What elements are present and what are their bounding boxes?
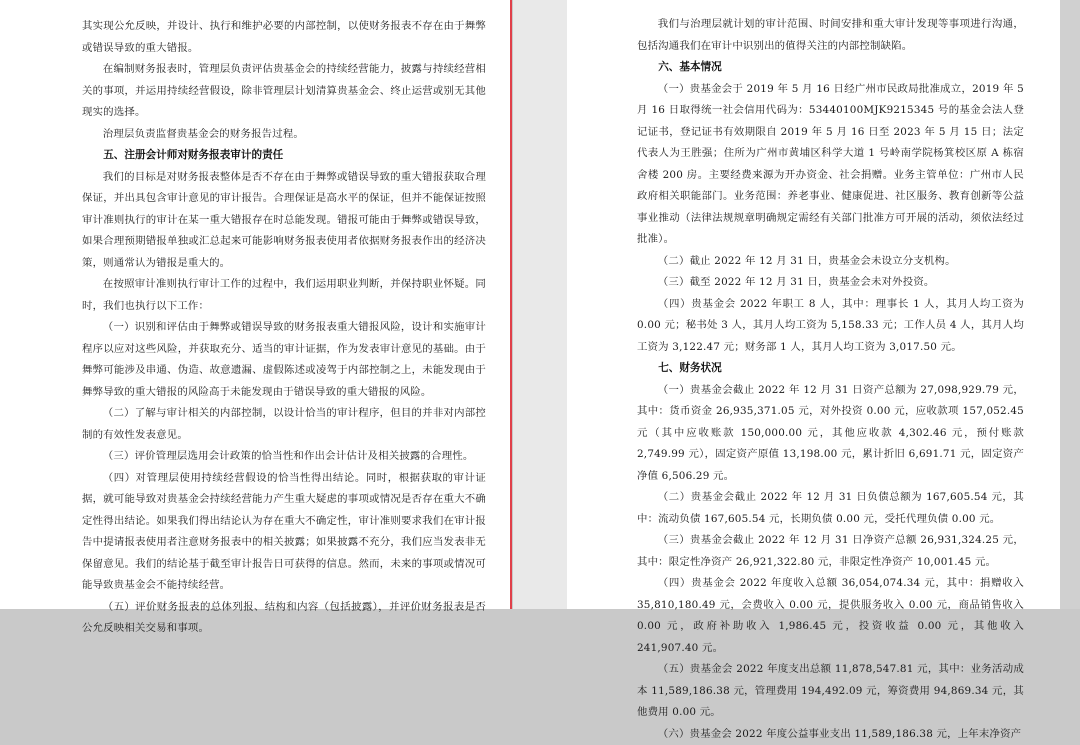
paragraph: （一）贵基金会于 2019 年 5 月 16 日经广州市民政局批准成立，2019 年 5 月 16 日取得统一社会信用代码为：53440100MJK9215345 号的基金会法人登记证书，登记证书有效期限自 2019 年 5 月 16 日至 2023 年 5 月 15 日；法定代表人为王胜强；住所为广州市黄埔区科学大道 1 号岭南学院杨箕校区原 A 栋宿舍楼 200 房。主要经费来源为开办资金、社会捐赠。业务主管单位：广州市人民政府相关职能部门。业务范围：养老事业、健康促进、社区服务、教育创新等公益事业推动（法律法规规章明确规定需经有关部门批准方可开展的活动，须依法经过批准）。 bbox=[637, 79, 1024, 251]
paragraph: 我们与治理层就计划的审计范围、时间安排和重大审计发现等事项进行沟通，包括沟通我们在审计中识别出的值得关注的内部控制缺陷。 bbox=[637, 14, 1024, 57]
paragraph: （三）评价管理层选用会计政策的恰当性和作出会计估计及相关披露的合理性。 bbox=[82, 446, 486, 468]
paragraph: （一）识别和评估由于舞弊或错误导致的财务报表重大错报风险，设计和实施审计程序以应对这些风险，并获取充分、适当的审计证据，作为发表审计意见的基础。由于舞弊可能涉及串通、伪造、故意遗漏、虚假陈述或凌驾于内部控制之上，未能发现由于舞弊导致的重大错报的风险高于未能发现由于错误导致的重大错报的风险。 bbox=[82, 317, 486, 403]
paragraph: （六）贵基金会 2022 年度公益事业支出 11,589,186.38 元，上年末净资产 bbox=[637, 724, 1024, 745]
paragraph: （三）截至 2022 年 12 月 31 日，贵基金会未对外投资。 bbox=[637, 272, 1024, 294]
paragraph: 其实现公允反映，并设计、执行和维护必要的内部控制，以使财务报表不存在由于舞弊或错误导致的重大错报。 bbox=[82, 16, 486, 59]
paragraph: （四）贵基金会 2022 年职工 8 人，其中：理事长 1 人，其月人均工资为 0.00 元；秘书处 3 人，其月人均工资为 5,158.33 元；工作人员 4 人，其月人均工资为 3,122.47 元；财务部 1 人，其月人均工资为 3,017.50 元。 bbox=[637, 294, 1024, 359]
paragraph: 在按照审计准则执行审计工作的过程中，我们运用职业判断，并保持职业怀疑。同时，我们也执行以下工作： bbox=[82, 274, 486, 317]
paragraph: （二）贵基金会截止 2022 年 12 月 31 日负债总额为 167,605.54 元，其中：流动负债 167,605.54 元，长期负债 0.00 元，受托代理负债 0.00 元。 bbox=[637, 487, 1024, 530]
paragraph: （二）了解与审计相关的内部控制，以设计恰当的审计程序，但目的并非对内部控制的有效性发表意见。 bbox=[82, 403, 486, 446]
paragraph: （四）贵基金会 2022 年度收入总额 36,054,074.34 元，其中：捐赠收入 35,810,180.49 元，会费收入 0.00 元，提供服务收入 0.00 元，商品销售收入 0.00 元，政府补助收入 1,986.45 元，投资收益 0.00 元，其他收入 241,907.40 元。 bbox=[637, 573, 1024, 659]
document-page-right bbox=[567, 0, 1080, 609]
paragraph: （三）贵基金会截止 2022 年 12 月 31 日净资产总额 26,931,324.25 元，其中：限定性净资产 26,921,322.80 元，非限定性净资产 10,001.45 元。 bbox=[637, 530, 1024, 573]
paragraph: 治理层负责监督贵基金会的财务报告过程。 bbox=[82, 124, 486, 146]
section-heading-5: 五、注册会计师对财务报表审计的责任 bbox=[82, 145, 486, 167]
document-page-left bbox=[0, 0, 510, 609]
paragraph: （四）对管理层使用持续经营假设的恰当性得出结论。同时，根据获取的审计证据，就可能导致对贵基金会持续经营能力产生重大疑虑的事项或情况是否存在重大不确定性得出结论。如果我们得出结论认为存在重大不确定性，审计准则要求我们在审计报告中提请报表使用者注意财务报表中的相关披露；如果披露不充分，我们应当发表非无保留意见。我们的结论基于截至审计报告日可获得的信息。然而，未来的事项或情况可能导致贵基金会不能持续经营。 bbox=[82, 468, 486, 597]
page-gutter bbox=[512, 0, 567, 609]
paragraph: 在编制财务报表时，管理层负责评估贵基金会的持续经营能力，披露与持续经营相关的事项，并运用持续经营假设，除非管理层计划清算贵基金会、终止运营或别无其他现实的选择。 bbox=[82, 59, 486, 124]
paragraph: （五）贵基金会 2022 年度支出总额 11,878,547.81 元，其中：业务活动成本 11,589,186.38 元，管理费用 194,492.09 元，筹资费用 94,869.34 元，其他费用 0.00 元。 bbox=[637, 659, 1024, 724]
paragraph: （一）贵基金会截止 2022 年 12 月 31 日资产总额为 27,098,929.79 元，其中：货币资金 26,935,371.05 元，对外投资 0.00 元，应收款项 157,052.45 元（其中应收账款 150,000.00 元，其他应收款 4,302.46 元，预付账款 2,749.99 元），固定资产原值 13,198.00 元，累计折旧 6,691.71 元，固定资产净值 6,506.29 元。 bbox=[637, 380, 1024, 488]
paragraph: （二）截止 2022 年 12 月 31 日，贵基金会未设立分支机构。 bbox=[637, 251, 1024, 273]
viewer-edge bbox=[1060, 0, 1080, 609]
paragraph: （五）评价财务报表的总体列报、结构和内容（包括披露），并评价财务报表是否公允反映相关交易和事项。 bbox=[82, 597, 486, 640]
paragraph: 我们的目标是对财务报表整体是否不存在由于舞弊或错误导致的重大错报获取合理保证，并出具包含审计意见的审计报告。合理保证是高水平的保证，但并不能保证按照审计准则执行的审计在某一重大错报存在时总能发现。错报可能由于舞弊或错误导致，如果合理预期错报单独或汇总起来可能影响财务报表使用者依据财务报表作出的经济决策，则通常认为错报是重大的。 bbox=[82, 167, 486, 275]
section-heading-7: 七、财务状况 bbox=[637, 358, 1024, 380]
section-heading-6: 六、基本情况 bbox=[637, 57, 1024, 79]
